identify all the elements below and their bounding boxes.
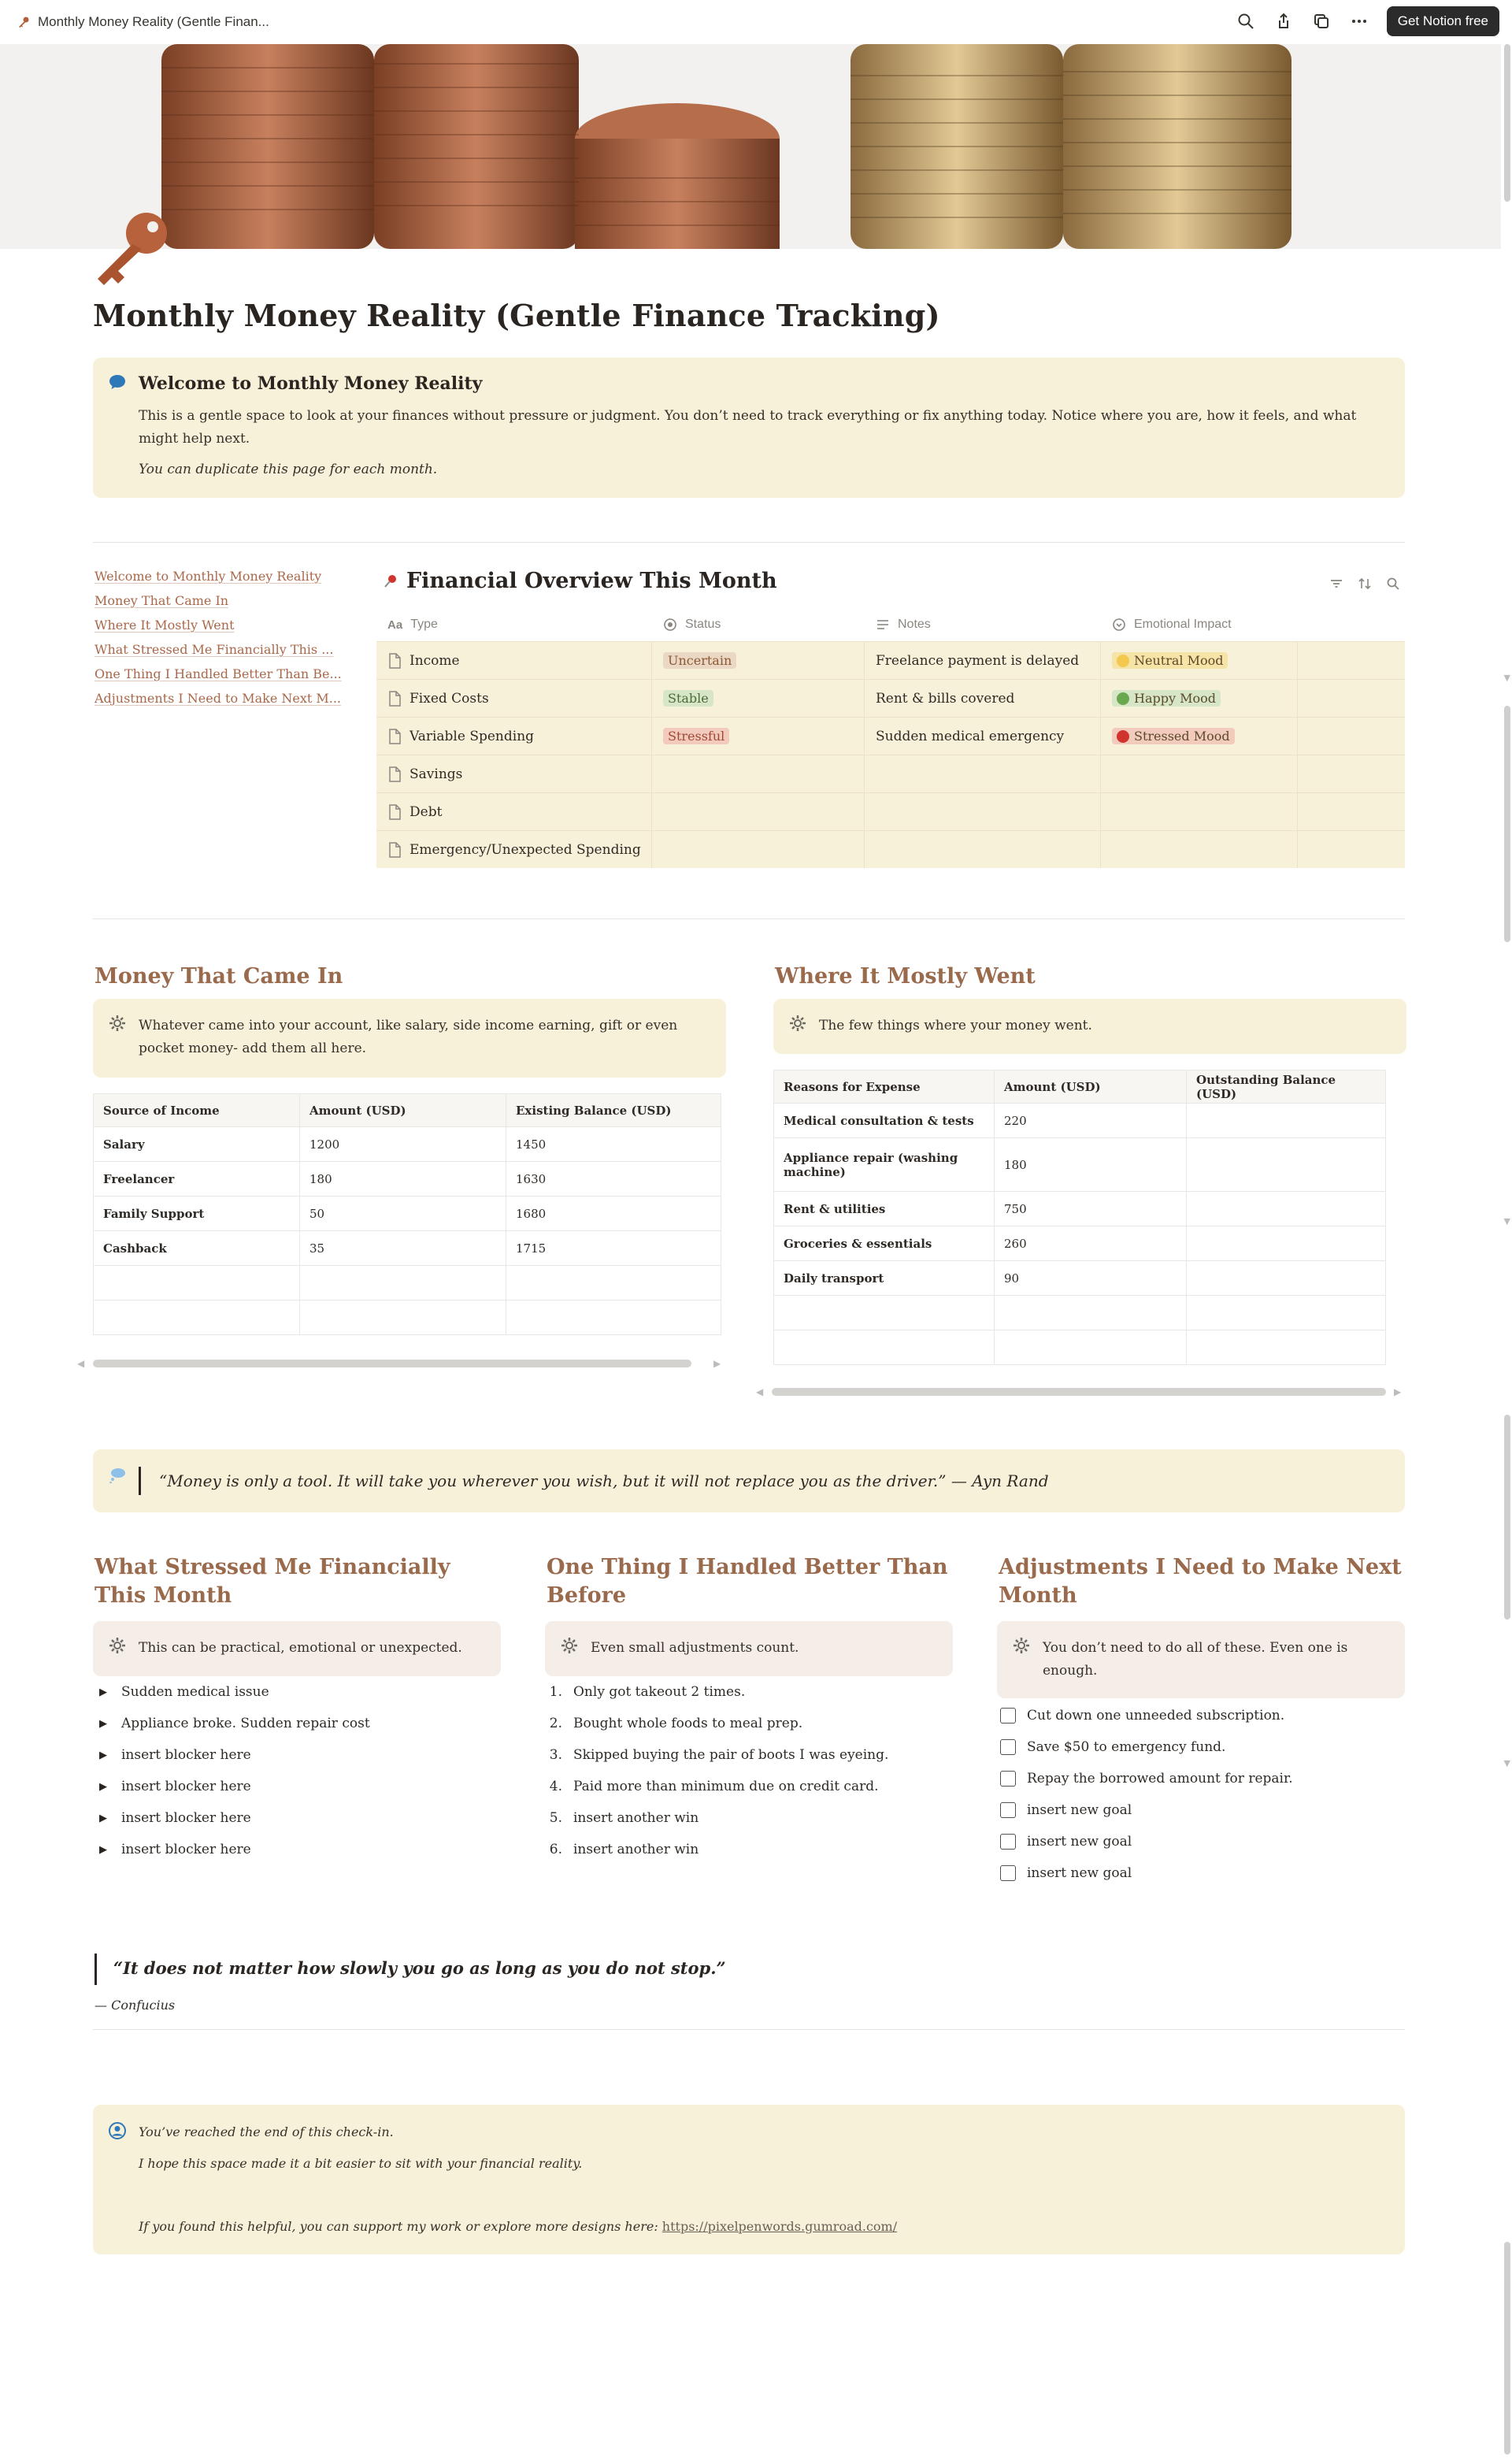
list-text: Bought whole foods to meal prep. [573,1716,803,1731]
table-cell[interactable]: Medical consultation & tests [774,1104,995,1138]
mood-tag [1112,728,1235,744]
todo-item[interactable] [1000,1826,1402,1857]
more-icon[interactable] [1349,11,1369,32]
closing-support-text: If you found this helpful, you can support my work or explore more designs here: [139,2219,662,2234]
toggle-text: insert blocker here [121,1842,251,1857]
expense-column-header[interactable]: Reasons for Expense [774,1070,995,1104]
mood-label: Neutral Mood [1134,653,1224,668]
table-row[interactable] [774,1296,1386,1330]
table-cell[interactable] [995,1330,1187,1365]
toggle-item[interactable] [99,1802,501,1834]
table-cell[interactable] [300,1266,506,1300]
list-number: 2. [549,1716,562,1731]
stress-callout [93,1621,501,1676]
cell-empty[interactable] [1298,755,1405,792]
gear-icon [109,1637,126,1654]
table-row[interactable] [774,1261,1386,1296]
page-key-icon[interactable] [91,203,178,290]
cell-text: Freelance payment is delayed [876,652,1080,669]
table-cell[interactable]: Appliance repair (washing machine) [774,1138,995,1192]
table-row[interactable] [376,717,1405,755]
divider [93,918,1405,919]
quote-bar [94,1954,97,1985]
table-row[interactable] [94,1162,721,1197]
column-status[interactable] [652,608,865,641]
list-number: 6. [549,1842,562,1857]
list-number: 1. [549,1684,562,1700]
table-cell[interactable]: 220 [995,1104,1187,1138]
column-label: Type [410,618,438,631]
todo-item[interactable] [1000,1794,1402,1826]
toggle-triangle-icon[interactable]: ▶ [99,1843,107,1856]
toggle-item[interactable] [99,1708,501,1739]
table-cell[interactable] [1187,1192,1386,1226]
table-cell[interactable]: 50 [300,1197,506,1231]
cell-text: Variable Spending [410,728,535,744]
get-notion-free-button[interactable]: Get Notion free [1387,6,1499,36]
adjust-callout-text: You don’t need to do all of these. Even one is enough. [1043,1640,1348,1679]
cell-type[interactable] [376,793,652,830]
cell-emotional-impact[interactable] [1101,718,1298,755]
mood-dot-icon [1117,730,1129,743]
cell-notes[interactable] [865,642,1101,679]
checkbox[interactable] [1000,1802,1016,1818]
list-number: 3. [549,1747,562,1763]
pushpin-icon [383,573,398,589]
toggle-text: insert blocker here [121,1779,251,1794]
cell-empty[interactable] [1298,793,1405,830]
page-icon [387,842,402,858]
table-cell[interactable]: Cashback [94,1231,300,1266]
cell-text: Savings [410,766,463,782]
list-item[interactable] [545,1834,962,1865]
table-cell[interactable]: 1450 [506,1127,721,1162]
page-icon [387,653,402,669]
table-row[interactable] [94,1231,721,1266]
select-icon [1112,618,1126,632]
adjust-callout [997,1621,1405,1698]
todo-text: insert new goal [1027,1834,1132,1850]
cell-status[interactable] [652,755,865,792]
gear-icon [109,1015,126,1032]
closing-callout [93,2105,1405,2254]
text-lines-icon [876,618,890,632]
table-body [376,641,1405,868]
divider [93,2029,1405,2030]
cell-status[interactable] [652,718,865,755]
income-column-header[interactable]: Source of Income [94,1094,300,1127]
table-row[interactable] [376,755,1405,792]
page-icon [387,766,402,782]
welcome-title: Welcome to Monthly Money Reality [139,373,483,394]
table-row[interactable] [774,1138,1386,1192]
table-cell[interactable]: 1680 [506,1197,721,1231]
vertical-scrollbar[interactable]: ▼ ▼ ▼ [1501,44,1512,2460]
page-icon [387,691,402,707]
checkbox[interactable] [1000,1739,1016,1755]
stress-callout-text: This can be practical, emotional or unexpected. [139,1640,462,1656]
mood-tag [1112,690,1221,707]
list-item[interactable] [545,1739,962,1771]
table-cell[interactable]: Salary [94,1127,300,1162]
column-empty [1298,608,1405,641]
toggle-triangle-icon[interactable]: ▶ [99,1780,107,1793]
table-cell[interactable] [506,1300,721,1335]
list-text: Only got takeout 2 times. [573,1684,746,1700]
page-icon [387,729,402,744]
scroll-left-arrow[interactable]: ◀ [756,1386,764,1397]
page-title[interactable]: Monthly Money Reality (Gentle Finance Tracking) [93,298,940,333]
toggle-triangle-icon[interactable]: ▶ [99,1686,107,1698]
table-cell[interactable] [995,1296,1187,1330]
toc-link[interactable]: Welcome to Monthly Money Reality [94,569,322,584]
todo-item[interactable] [1000,1700,1402,1731]
quote-text: “Money is only a tool. It will take you wherever you wish, but it will not replace you as the driver.” — Ayn Rand [159,1471,1049,1490]
column-label: Status [685,618,721,631]
table-row[interactable] [94,1300,721,1335]
cell-notes[interactable] [865,680,1101,717]
checkbox[interactable] [1000,1834,1016,1850]
table-row[interactable] [376,792,1405,830]
expense-column-header[interactable]: Amount (USD) [995,1070,1187,1104]
table-cell[interactable]: 260 [995,1226,1187,1261]
mood-tag [1112,652,1228,669]
cell-empty[interactable] [1298,718,1405,755]
cell-notes[interactable] [865,718,1101,755]
toggle-text: Sudden medical issue [121,1684,269,1700]
better-callout [545,1621,953,1676]
income-table [93,1093,721,1335]
list-text: insert another win [573,1810,699,1826]
cell-emotional-impact[interactable] [1101,755,1298,792]
table-cell[interactable]: 90 [995,1261,1187,1296]
toggle-item[interactable] [99,1834,501,1865]
table-cell[interactable] [94,1266,300,1300]
table-cell[interactable]: 1200 [300,1127,506,1162]
toc-link[interactable]: Where It Mostly Went [94,618,235,633]
page-icon [387,804,402,820]
closing-line-1: You’ve reached the end of this check-in. [139,2124,394,2139]
cell-notes[interactable] [865,831,1101,868]
cover-image [0,44,1501,249]
mood-dot-icon [1117,692,1129,705]
cell-text: Income [410,652,460,669]
toc-link[interactable]: What Stressed Me Financially This ... [94,642,334,657]
table-row[interactable] [376,679,1405,717]
checkbox[interactable] [1000,1771,1016,1787]
horizontal-scrollbar[interactable] [772,1388,1386,1396]
table-cell[interactable]: 1630 [506,1162,721,1197]
cell-status[interactable] [652,642,865,679]
cell-text: Sudden medical emergency [876,728,1065,744]
income-column-header[interactable]: Existing Balance (USD) [506,1094,721,1127]
table-row[interactable] [376,830,1405,868]
table-cell[interactable]: 750 [995,1192,1187,1226]
sort-icon[interactable] [1358,577,1372,591]
breadcrumb[interactable] [17,14,269,30]
mood-label: Stressed Mood [1134,729,1230,744]
table-cell[interactable] [1187,1330,1386,1365]
table-row[interactable] [376,641,1405,679]
expense-callout-text: The few things where your money went. [819,1018,1092,1033]
page-breadcrumb-title: Monthly Money Reality (Gentle Finan... [38,14,269,29]
expense-callout [773,999,1406,1054]
todo-text: Cut down one unneeded subscription. [1027,1708,1285,1723]
list-item[interactable] [545,1802,962,1834]
welcome-callout [93,358,1405,498]
cell-type[interactable] [376,680,652,717]
stress-heading[interactable]: What Stressed Me Financially This Month [94,1555,450,1608]
list-item[interactable] [545,1708,962,1739]
table-cell[interactable]: 35 [300,1231,506,1266]
key-icon [17,16,30,28]
status-tag: Stressful [663,728,729,744]
cell-text: Fixed Costs [410,690,489,707]
list-number: 4. [549,1779,562,1794]
table-cell[interactable]: 1715 [506,1231,721,1266]
table-cell[interactable] [1187,1104,1386,1138]
adjust-todo-list [1000,1700,1402,1889]
table-cell[interactable] [774,1296,995,1330]
quote2-author: — Confucius [94,1998,176,2013]
quote-bar [139,1467,141,1495]
cell-empty[interactable] [1298,680,1405,717]
gear-icon [561,1637,578,1654]
table-cell[interactable]: Groceries & essentials [774,1226,995,1261]
toggle-triangle-icon[interactable]: ▶ [99,1812,107,1824]
better-heading[interactable]: One Thing I Handled Better Than Before [547,1555,948,1608]
welcome-note: You can duplicate this page for each month. [139,462,438,477]
list-number: 5. [549,1810,562,1826]
table-cell[interactable]: 180 [995,1138,1187,1192]
expense-table [773,1070,1386,1365]
toggle-item[interactable] [99,1676,501,1708]
text-property-icon: Aa [387,618,403,632]
speech-bubble-icon [109,373,126,391]
list-item[interactable] [545,1676,962,1708]
mood-dot-icon [1117,655,1129,667]
toggle-text: insert blocker here [121,1747,251,1763]
checkbox[interactable] [1000,1865,1016,1881]
column-type[interactable] [376,608,652,641]
gear-icon [1013,1637,1030,1654]
mood-label: Happy Mood [1134,691,1216,706]
share-icon[interactable] [1273,11,1294,32]
cell-text: Debt [410,803,443,820]
toggle-item[interactable] [99,1739,501,1771]
cell-emotional-impact[interactable] [1101,680,1298,717]
overview-title-text: Financial Overview This Month [406,569,777,593]
cell-type[interactable] [376,755,652,792]
toggle-item[interactable] [99,1771,501,1802]
toc-link[interactable]: One Thing I Handled Better Than Be... [94,666,342,681]
table-of-contents [94,569,342,715]
table-cell[interactable]: 180 [300,1162,506,1197]
better-numbered-list [545,1676,962,1865]
scroll-right-arrow[interactable]: ▶ [1394,1386,1402,1397]
user-circle-icon [109,2122,126,2139]
toggle-triangle-icon[interactable]: ▶ [99,1749,107,1761]
checkbox[interactable] [1000,1708,1016,1723]
table-cell[interactable] [1187,1138,1386,1192]
column-label: Notes [898,618,931,631]
table-cell[interactable]: Daily transport [774,1261,995,1296]
income-callout [93,999,726,1078]
quote2-text: “It does not matter how slowly you go as long as you do not stop.” [113,1958,726,1978]
table-row[interactable] [94,1266,721,1300]
table-cell[interactable] [506,1266,721,1300]
income-column-header[interactable]: Amount (USD) [300,1094,506,1127]
table-header [376,608,1405,641]
gear-icon [789,1015,806,1032]
toggle-text: Appliance broke. Sudden repair cost [121,1716,370,1731]
column-notes[interactable] [865,608,1101,641]
gumroad-link[interactable]: https://pixelpenwords.gumroad.com/ [662,2219,898,2234]
table-row[interactable] [774,1192,1386,1226]
cell-type[interactable] [376,831,652,868]
cell-empty[interactable] [1298,642,1405,679]
search-icon[interactable] [1386,577,1400,591]
todo-text: insert new goal [1027,1865,1132,1881]
stress-toggle-list [99,1676,501,1865]
cell-emotional-impact[interactable] [1101,642,1298,679]
cell-status[interactable] [652,680,865,717]
income-heading[interactable]: Money That Came In [94,964,343,989]
todo-item[interactable] [1000,1857,1402,1889]
better-callout-text: Even small adjustments count. [591,1640,799,1656]
divider [93,542,1405,543]
financial-overview-table [376,608,1405,868]
toggle-triangle-icon[interactable]: ▶ [99,1717,107,1730]
table-cell[interactable] [1187,1261,1386,1296]
filter-icon[interactable] [1329,577,1343,591]
search-icon[interactable] [1236,11,1256,32]
table-row[interactable] [774,1226,1386,1261]
scroll-right-arrow[interactable]: ▶ [713,1358,721,1369]
closing-line-3 [139,2215,897,2238]
thought-bubble-icon [109,1467,126,1484]
column-emotional-impact[interactable] [1101,608,1298,641]
cell-type[interactable] [376,718,652,755]
list-text: Skipped buying the pair of boots I was eyeing. [573,1747,889,1763]
cell-emotional-impact[interactable] [1101,831,1298,868]
table-cell[interactable]: Rent & utilities [774,1192,995,1226]
quote-callout [93,1449,1405,1512]
cell-status[interactable] [652,793,865,830]
table-cell[interactable] [94,1300,300,1335]
cell-notes[interactable] [865,755,1101,792]
cell-notes[interactable] [865,793,1101,830]
toggle-text: insert blocker here [121,1810,251,1826]
status-icon [663,618,677,632]
expense-column-header[interactable]: Outstanding Balance (USD) [1187,1070,1386,1104]
todo-text: insert new goal [1027,1802,1132,1818]
table-cell[interactable] [1187,1226,1386,1261]
horizontal-scrollbar[interactable] [93,1360,691,1367]
table-cell[interactable]: Freelancer [94,1162,300,1197]
table-row[interactable] [774,1104,1386,1138]
expense-heading[interactable]: Where It Mostly Went [775,964,1036,989]
top-bar [0,0,1512,44]
list-text: Paid more than minimum due on credit card. [573,1779,879,1794]
toc-link[interactable]: Adjustments I Need to Make Next M... [94,691,342,706]
todo-item[interactable] [1000,1763,1402,1794]
duplicate-icon[interactable] [1311,11,1332,32]
cell-text: Emergency/Unexpected Spending [410,841,641,858]
todo-item[interactable] [1000,1731,1402,1763]
table-row[interactable] [94,1197,721,1231]
database-toolbar [1329,577,1400,591]
status-tag: Uncertain [663,652,736,669]
cell-text: Rent & bills covered [876,690,1015,707]
adjust-heading[interactable]: Adjustments I Need to Make Next Month [999,1555,1402,1608]
table-row[interactable] [94,1127,721,1162]
welcome-body: This is a gentle space to look at your finances without pressure or judgment. You don’t need to track everything or fix anything today. Notice where you are, how it feels, and what might help next. [139,408,1357,447]
list-item[interactable] [545,1771,962,1802]
table-cell[interactable] [774,1330,995,1365]
scroll-left-arrow[interactable]: ◀ [77,1358,85,1369]
cell-emotional-impact[interactable] [1101,793,1298,830]
cell-status[interactable] [652,831,865,868]
toc-link[interactable]: Money That Came In [94,593,229,608]
table-cell[interactable] [300,1300,506,1335]
cell-empty[interactable] [1298,831,1405,868]
list-text: insert another win [573,1842,699,1857]
todo-text: Save $50 to emergency fund. [1027,1739,1226,1755]
income-callout-text: Whatever came into your account, like salary, side income earning, gift or even pocket money- add them all here. [139,1018,678,1056]
cell-type[interactable] [376,642,652,679]
table-cell[interactable]: Family Support [94,1197,300,1231]
todo-text: Repay the borrowed amount for repair. [1027,1771,1293,1787]
overview-database-title[interactable] [383,569,777,593]
table-cell[interactable] [1187,1296,1386,1330]
table-row[interactable] [774,1330,1386,1365]
closing-line-2: I hope this space made it a bit easier to sit with your financial reality. [139,2156,583,2171]
column-label: Emotional Impact [1134,618,1232,631]
status-tag: Stable [663,690,713,707]
